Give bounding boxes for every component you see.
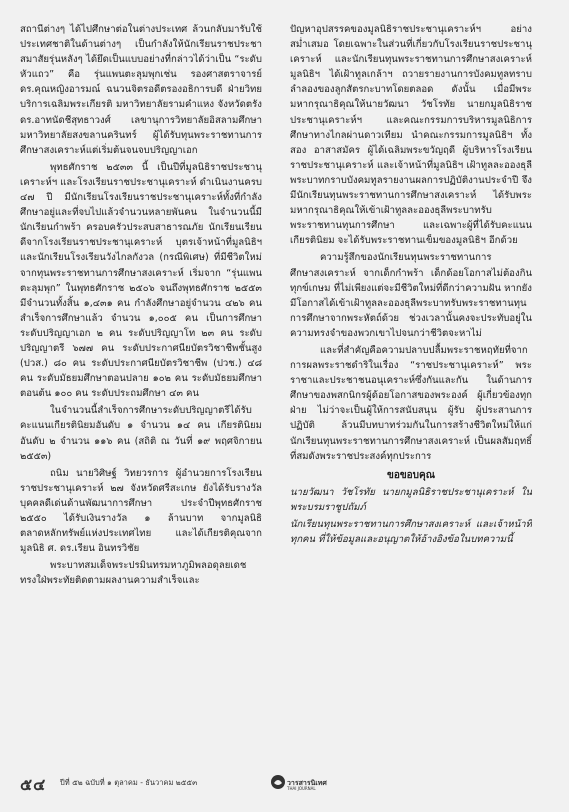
left-paragraph-5: พระบาทสมเด็จพระปรมินทรมหาภูมิพลอดุลยเดช ทรงใฝ่พระทัยติดตามผลงานความสำเร็จและ	[20, 560, 247, 587]
right-paragraph-2: ความรู้สึกของนักเรียนทุนพระราชทานการศึกษาสงเคราะห์ จากเด็กกำพร้า เด็กด้อยโอกาสไม่ต้องกินทุกข์เกษม ที่ไม่เพียงแต่จะมีชีวิตใหม่ที่ดีกว่าความฝัน หากยังมีโอกาสได้เข้าเฝ้าทูลละอองธุลีพระบาทรับพระราชทานทุนการศึกษาจากพระหัตถ์ด้วย ช่วงเวลานั้นคงจะประทับอยู่ในความทรงจำของพวกเขาไปจนกว่าชีวิตจะหาไม่	[290, 252, 532, 339]
left-paragraph-1: สถานีต่างๆ ได้ไปศึกษาต่อในต่างประเทศ ล้วนกลับมารับใช้ประเทศชาติในด้านต่างๆ เป็นกำลังให้นักเรียนราชประชาสมาสัยรุ่นหลังๆ ได้ยึดเป็นแบบอย่างที่กล่าวได้ว่าเป็น “ระดับหัวแถว” คือ รุ่นแพนตะลุมพุกเช่น รองศาสตราจารย์ ดร.คุณหญิงอารมณ์ ฉนวนจิตรอดีตรองอธิการบดี ฝ่ายวิทยบริการเฉลิมพระเกียรติ มหาวิทยาลัยรามคำแหง จังหวัดตรัง ดร.อาทนัดชีสุทธาวงศ์ เลขานุการวิทยาลัยอิสลามศึกษา มหาวิทยาลัยสงขลานครินทร์ ผู้ได้รับทุนพระราชทานการศึกษาสงเคราะห์แต่เริ่มต้นจนจบปริญญาเอก	[20, 24, 262, 156]
logo-text: วารสารนิเทศ	[287, 779, 327, 787]
right-column	[290, 22, 532, 767]
right-paragraph-3: และที่สำคัญคือความปลาบปลื้มพระราชหฤทัยที่จากการผลพระราชดำริในเรื่อง “ราชประชานุเคราะห์” พระราชาและประชาชนอนุเคราะห์ซึ่งกันและกัน ในด้านการศึกษาของพสกนิกรผู้ด้อยโอกาสของพระองค์ ผู้เกี่ยวข้องทุกฝ่าย ไม่ว่าจะเป็นผู้ให้การสนับสนุน ผู้รับ ผู้ประสานการปฏิบัติ ล้วนมีบทบาทร่วมกันในการสร้างชีวิตใหม่ให้แก่นักเรียนทุนพระราชทานการศึกษาสงเคราะห์ เป็นผลสัมฤทธิ์ที่สมดังพระราชประสงค์ทุกประการ	[290, 344, 532, 462]
left-paragraph-3: ในจำนวนนี้สำเร็จการศึกษาระดับปริญญาตรีได้รับคะแนนเกียรตินิยมอันดับ ๑ จำนวน ๑๔ คน เกียรตินิยมอันดับ ๒ จำนวน ๑๑๖ คน (สถิติ ณ วันที่ ๑๙ พฤศจิกายน ๒๕๕๓)	[20, 405, 262, 462]
logo-subtext: THAI JOURNAL	[287, 786, 316, 791]
issue-info: ปีที่ ๕๒ ฉบับที่ ๑ ตุลาคม - ธันวาคม ๒๕๕๓	[60, 778, 198, 787]
left-paragraph-4: ถนิม นายวิศิษฐ์ วิทยวรการ ผู้อำนวยการโรงเรียนราชประชานุเคราะห์ ๒๗ จังหวัดศรีสะเกษ ยังได้รับรางวัลบุคคลดีเด่นด้านพัฒนาการศึกษา ประจำปีพุทธศักราช ๒๕๕๐ ได้รับเงินรางวัล ๑ ล้านบาท จากมูลนิธิตลาดหลักทรัพย์แห่งประเทศไทย และได้เกียรติคุณจากมูลนิธิ ศ. ดร.เรียน อินทรวิชัย	[20, 467, 262, 555]
thanks-line-2: นักเรียนทุนพระราชทานการศึกษาสงเคราะห์ และเจ้าหน้าที่ทุกคน ที่ให้ข้อมูลและอนุญาตให้อ้างอิงข้อในบทความนี้	[290, 519, 532, 546]
logo-emblem-icon	[270, 774, 286, 790]
left-column	[20, 22, 262, 767]
page-number: ๕๔	[20, 775, 47, 794]
thanks-heading: ขอขอบคุณ	[387, 469, 435, 481]
right-paragraph-1: ปัญหาอุปสรรคของมูลนิธิราชประชานุเคราะห์ฯ อย่างสม่ำเสมอ โดยเฉพาะในส่วนที่เกี่ยวกับโรงเรียนราชประชานุเคราะห์ และนักเรียนทุนพระราชทานการศึกษาสงเคราะห์ มูลนิธิฯ ได้เฝ้าทูลเกล้าฯ ถวายรายงานการบังคมทูลทราบลำลองของลูกสัตรกะบาทโดยตลอด ดังนั้น เมื่อมีพระมหากรุณาธิคุณให้นายวัฒนา วัชโรทัย นายกมูลนิธิราชประชานุเคราะห์ฯ และคณะกรรมการบริหารมูลนิธิการศึกษาทางไกลผ่านดาวเทียม นำคณะกรรมการมูลนิธิฯ ทั้งสอง อาสาสมัคร ผู้ได้เฉลิมพระขวัญฤดี ผู้บริหารโรงเรียนราชประชานุเคราะห์ และเจ้าหน้าที่มูลนิธิฯ เฝ้าทูลละอองธุลีพระบาทกราบบังคมทูลรายงานผลการปฏิบัติงานประจำปี จึงมีนักเรียนทุนพระราชทานการศึกษาสงเคราะห์ ได้รับพระมหากรุณาธิคุณให้เข้าเฝ้าทูลละอองธุลีพระบาทรับพระราชทานทุนการศึกษา และเฉพาะผู้ที่ได้รับคะแนนเกียรตินิยม จะได้รับพระราชทานเข็มของมูลนิธิฯ อีกด้วย	[290, 24, 532, 247]
left-paragraph-2: พุทธศักราช ๒๕๓๓ นี้ เป็นปีที่มูลนิธิราชประชานุเคราะห์ฯ และโรงเรียนราชประชานุเคราะห์ ดำเนินงานครบ ๔๗ ปี มีนักเรียนโรงเรียนราชประชานุเคราะห์ทั้งที่กำลังศึกษาอยู่และที่จบไปแล้วจำนวนหลายพันคน ในจำนวนนี้มีนักเรียนกำพร้า ครอบครัวประสบสาธารณภัย นักเรียนเรียนดีจากโรงเรียนราชประชานุเคราะห์ บุตรเจ้าหน้าที่มูลนิธิฯ และนักเรียนโรงเรียนวังไกลกังวล (กรณีพิเศษ) ที่มีชีวิตใหม่จากทุนพระราชทานการศึกษาสงเคราะห์ เริ่มจาก “รุ่นแพนตะลุมพุก” ในพุทธศักราช ๒๕๐๖ จนถึงพุทธศักราช ๒๕๕๓ มีจำนวนทั้งสิ้น ๑,๔๓๑ คน กำลังศึกษาอยู่จำนวน ๔๒๖ คน สำเร็จการศึกษาแล้ว จำนวน ๑,๐๐๕ คน เป็นการศึกษาระดับปริญญาเอก ๒ คน ระดับปริญญาโท ๒๓ คน ระดับปริญญาตรี ๖๗๗ คน ระดับประกาศนียบัตรวิชาชีพชั้นสูง (ปวส.) ๘๐ คน ระดับประกาศนียบัตรวิชาชีพ (ปวช.) ๔๘ คน ระดับมัธยมศึกษาตอนปลาย ๑๐๒ คน ระดับมัธยมศึกษาตอนต้น ๑๐๐ คน ระดับประถมศึกษา ๔๓ คน	[20, 161, 262, 400]
thanks-line-1: นายวัฒนา วัชโรทัย นายกมูลนิธิราชประชานุเคราะห์ ในพระบรมราชูปถัมภ์	[290, 486, 532, 513]
magazine-logo	[270, 774, 328, 794]
page-footer	[20, 773, 549, 797]
